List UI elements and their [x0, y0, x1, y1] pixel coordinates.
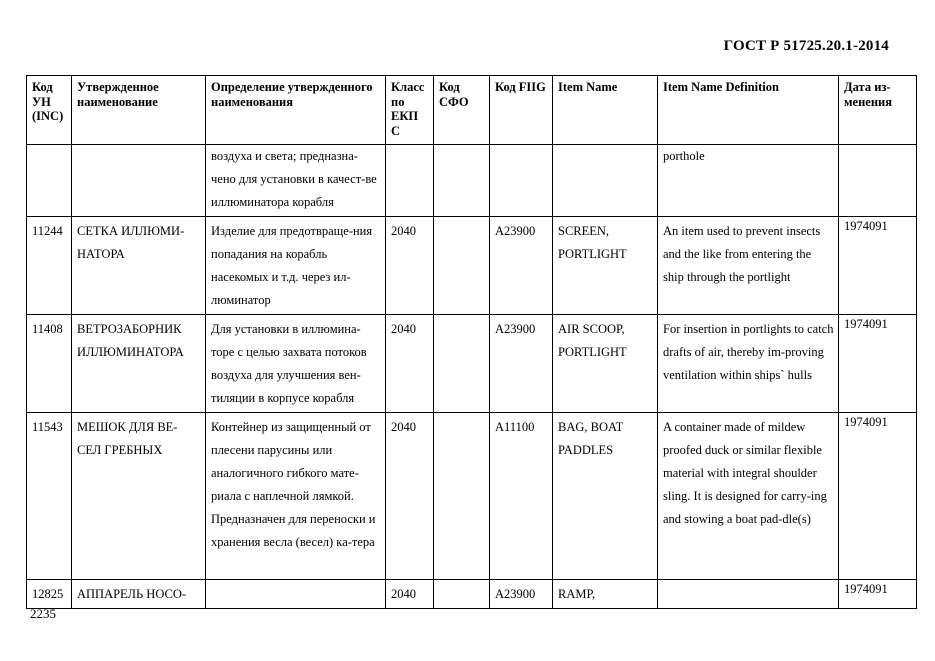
table-row [27, 145, 917, 217]
cell-item-name: BAG, BOAT PADDLES [553, 413, 658, 580]
column-header-item-name: Item Name [553, 76, 658, 145]
cell-code [27, 145, 72, 217]
cell-sfo [434, 145, 490, 217]
cell-sfo [434, 315, 490, 413]
cell-date: 1974091 [839, 580, 917, 609]
cell-class: 2040 [386, 413, 434, 580]
cell-sfo [434, 413, 490, 580]
cell-code: 11408 [27, 315, 72, 413]
cell-name: ВЕТРОЗАБОРНИК ИЛЛЮМИНАТОРА [72, 315, 206, 413]
cell-fiig: A23900 [490, 315, 553, 413]
cell-sfo [434, 580, 490, 609]
table-row [27, 580, 917, 609]
cell-item-name: RAMP, [553, 580, 658, 609]
cell-item-definition [658, 580, 839, 609]
cell-date: 1974091 [839, 217, 917, 315]
cell-item-name [553, 145, 658, 217]
cell-fiig [490, 145, 553, 217]
cell-name: МЕШОК ДЛЯ ВЕ-СЕЛ ГРЕБНЫХ [72, 413, 206, 580]
column-header-class: Класс по ЕКП С [386, 76, 434, 145]
cell-fiig: A23900 [490, 217, 553, 315]
column-header-date: Дата из-менения [839, 76, 917, 145]
cell-fiig: A23900 [490, 580, 553, 609]
cell-class: 2040 [386, 580, 434, 609]
cell-definition: Изделие для предотвраще-ния попадания на корабль насекомых и т.д. через ил-люминатор [206, 217, 386, 315]
cell-definition: воздуха и света; предназна-чено для установки в качест-ве иллюминатора корабля [206, 145, 386, 217]
cell-class [386, 145, 434, 217]
cell-fiig: A11100 [490, 413, 553, 580]
cell-name: СЕТКА ИЛЛЮМИ-НАТОРА [72, 217, 206, 315]
catalog-table [26, 75, 917, 609]
cell-date: 1974091 [839, 413, 917, 580]
cell-sfo [434, 217, 490, 315]
cell-code: 11244 [27, 217, 72, 315]
table-header-row [27, 76, 917, 145]
cell-item-name: SCREEN, PORTLIGHT [553, 217, 658, 315]
column-header-name: Утвержденное наименование [72, 76, 206, 145]
cell-item-name: AIR SCOOP, PORTLIGHT [553, 315, 658, 413]
column-header-definition: Определение утвержденного наименования [206, 76, 386, 145]
column-header-code: Код УН (INC) [27, 76, 72, 145]
cell-item-definition: A container made of mildew proofed duck or similar flexible material with integral shoulder sling. It is designed for carry-ing and stowing a boat pad-dle(s) [658, 413, 839, 580]
table-row [27, 315, 917, 413]
cell-code: 11543 [27, 413, 72, 580]
cell-definition: Контейнер из защищенный от плесени парусины или аналогичного гибкого мате-риала с наплечной лямкой. Предназначен для переноски и хранения весла (весел) ка-тера [206, 413, 386, 580]
cell-item-definition: porthole [658, 145, 839, 217]
cell-definition [206, 580, 386, 609]
table-row [27, 413, 917, 580]
document-standard-title: ГОСТ Р 51725.20.1-2014 [723, 38, 889, 54]
column-header-sfo: Код СФО [434, 76, 490, 145]
cell-definition: Для установки в иллюмина-торе с целью захвата потоков воздуха для улучшения вен-тиляции в корпусе корабля [206, 315, 386, 413]
cell-date [839, 145, 917, 217]
cell-name [72, 145, 206, 217]
table-row [27, 217, 917, 315]
cell-item-definition: For insertion in portlights to catch drafts of air, thereby im-proving ventilation within ships` hulls [658, 315, 839, 413]
cell-item-definition: An item used to prevent insects and the like from entering the ship through the portlight [658, 217, 839, 315]
column-header-fiig: Код FIIG [490, 76, 553, 145]
page-number: 2235 [30, 606, 56, 621]
cell-class: 2040 [386, 315, 434, 413]
cell-date: 1974091 [839, 315, 917, 413]
cell-code: 12825 [27, 580, 72, 609]
cell-name: АППАРЕЛЬ НОСО- [72, 580, 206, 609]
column-header-item-definition: Item Name Definition [658, 76, 839, 145]
cell-class: 2040 [386, 217, 434, 315]
